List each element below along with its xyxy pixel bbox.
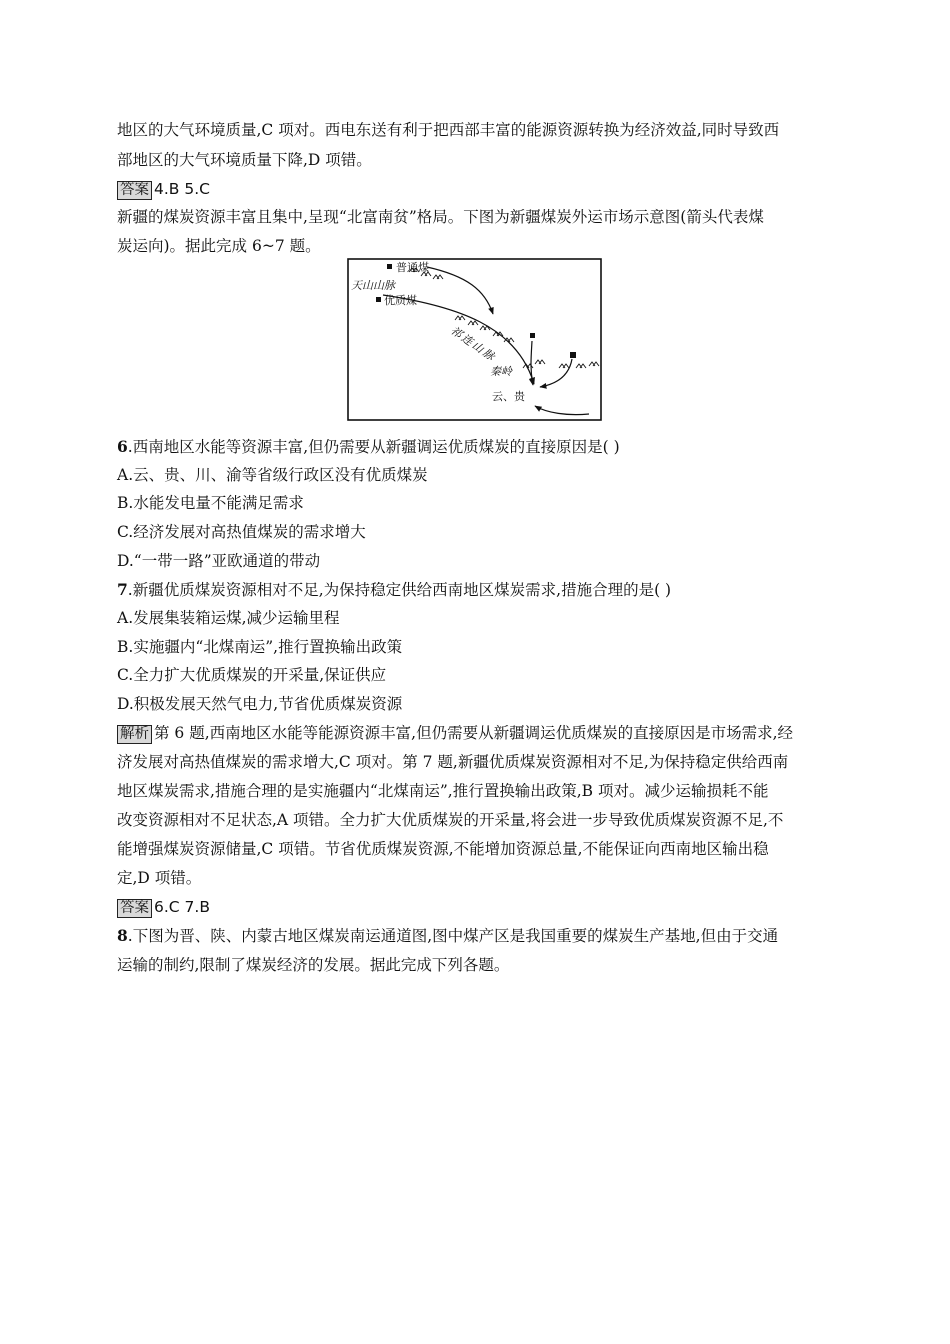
analysis-line-6: 定,D 项错。 bbox=[117, 869, 202, 887]
answer-label-2: 答案 bbox=[117, 899, 152, 918]
coal-marker-southeast bbox=[570, 352, 576, 358]
q7-option-c: C.全力扩大优质煤炭的开采量,保证供应 bbox=[117, 666, 387, 684]
q7-option-d: D.积极发展天然气电力,节省优质煤炭资源 bbox=[117, 695, 403, 713]
label-tianshan: 天山山脉 bbox=[351, 279, 395, 292]
analysis-line-1: 解析 第 6 题,西南地区水能等能源资源丰富,但仍需要从新疆调运优质煤炭的直接原因是市场需求,经 bbox=[117, 723, 793, 744]
question-8-line-1: 8.下图为晋、陕、内蒙古地区煤炭南运通道图,图中煤产区是我国重要的煤炭生产基地,但由于交通 bbox=[117, 926, 779, 945]
q6-option-a: A.云、贵、川、渝等省级行政区没有优质煤炭 bbox=[117, 466, 428, 484]
question-7-stem: 7.新疆优质煤炭资源相对不足,为保持稳定供给西南地区煤炭需求,措施合理的是( ) bbox=[117, 580, 672, 599]
stem-line-2: 炭运向)。据此完成 6~7 题。 bbox=[117, 237, 321, 255]
q7-option-a: A.发展集装箱运煤,减少运输里程 bbox=[117, 609, 340, 627]
coal-marker-east bbox=[530, 333, 535, 338]
quality-coal-marker bbox=[376, 297, 381, 302]
label-common-coal: 普通煤 bbox=[396, 261, 429, 274]
analysis-label: 解析 bbox=[117, 725, 152, 744]
q6-option-d: D.“一带一路”亚欧通道的带动 bbox=[117, 552, 321, 570]
answer-label: 答案 bbox=[117, 181, 152, 200]
answer-4-5 bbox=[117, 179, 210, 200]
analysis-line-2: 济发展对高热值煤炭的需求增大,C 项对。第 7 题,新疆优质煤炭资源相对不足,为保持稳定供给西南 bbox=[117, 753, 789, 771]
question-8-line-2: 运输的制约,限制了煤炭经济的发展。据此完成下列各题。 bbox=[117, 956, 510, 974]
label-qinling: 秦岭 bbox=[490, 365, 512, 378]
analysis-line-4: 改变资源相对不足状态,A 项错。全力扩大优质煤炭的开采量,将会进一步导致优质煤炭资源不足,不 bbox=[117, 811, 784, 829]
coal-transport-map bbox=[347, 258, 603, 422]
q6-option-c: C.经济发展对高热值煤炭的需求增大 bbox=[117, 523, 366, 541]
q6-option-b: B.水能发电量不能满足需求 bbox=[117, 494, 304, 512]
answer-text-2: 6.C 7.B bbox=[154, 898, 210, 916]
analysis-line-5: 能增强煤炭资源储量,C 项错。节省优质煤炭资源,不能增加资源总量,不能保证向西南地区输出稳 bbox=[117, 840, 769, 858]
intro-line-2: 部地区的大气环境质量下降,D 项错。 bbox=[117, 151, 372, 169]
stem-line-1: 新疆的煤炭资源丰富且集中,呈现“北富南贫”格局。下图为新疆煤炭外运市场示意图(箭头代表煤 bbox=[117, 208, 764, 226]
label-quality-coal: 优质煤 bbox=[384, 294, 417, 307]
label-qilian: 祁连山脉 bbox=[448, 323, 499, 365]
answer-6-7 bbox=[117, 897, 210, 918]
answer-text: 4.B 5.C bbox=[154, 180, 210, 198]
analysis-line-3: 地区煤炭需求,措施合理的是实施疆内“北煤南运”,推行置换输出政策,B 项对。减少运输损耗不能 bbox=[117, 782, 769, 800]
label-yungui: 云、贵 bbox=[492, 390, 525, 403]
q7-option-b: B.实施疆内“北煤南运”,推行置换输出政策 bbox=[117, 638, 403, 656]
question-6-stem: 6.西南地区水能等资源丰富,但仍需要从新疆调运优质煤炭的直接原因是( ) bbox=[117, 437, 620, 456]
common-coal-marker bbox=[387, 264, 392, 269]
intro-line-1: 地区的大气环境质量,C 项对。西电东送有利于把西部丰富的能源资源转换为经济效益,同时导致西 bbox=[117, 121, 780, 139]
